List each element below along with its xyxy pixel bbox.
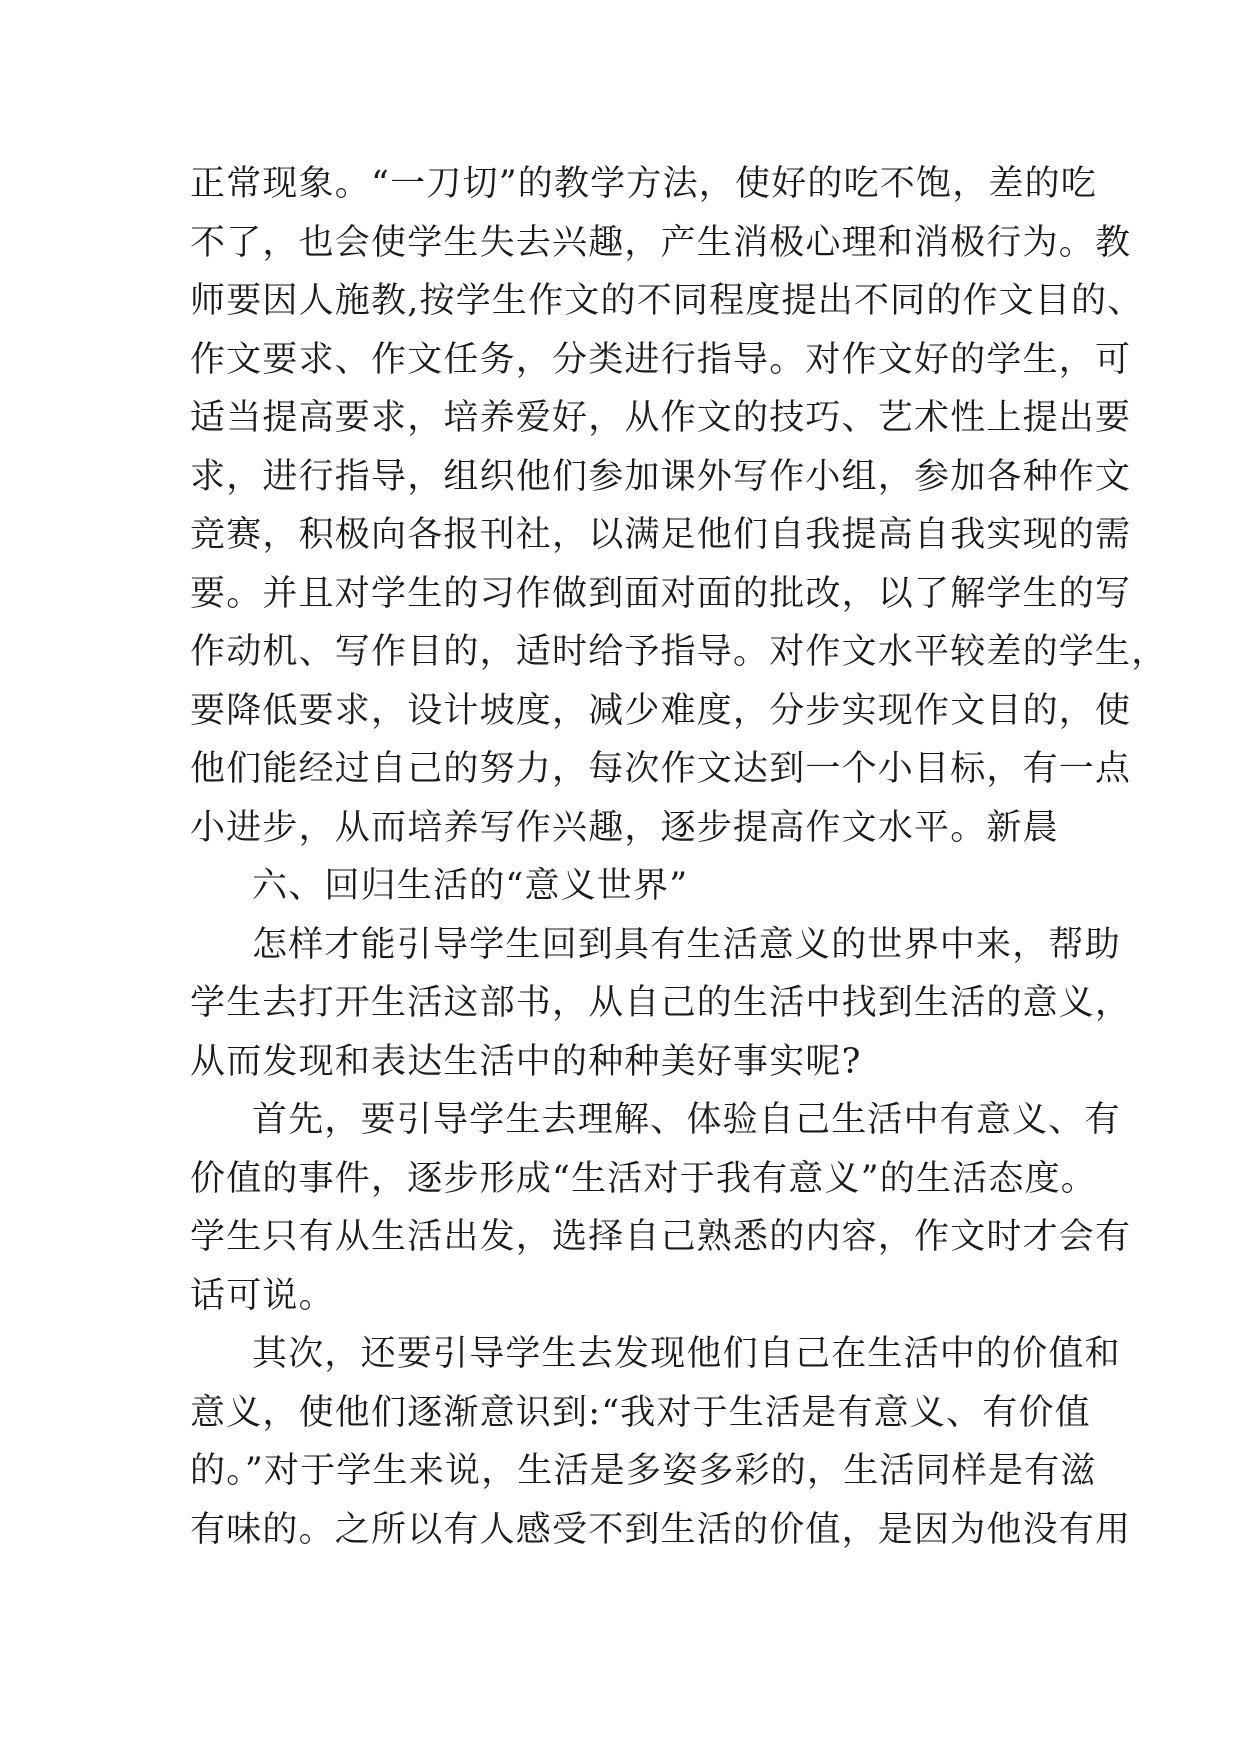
text-line: 要降低要求，设计坡度，减少难度，分步实现作文目的，使 xyxy=(190,690,1132,731)
text-line: 小进步，从而培养写作兴趣，逐步提高作文水平。新晨 xyxy=(190,807,1059,848)
text-line: 适当提高要求，培养爱好，从作文的技巧、艺术性上提出要 xyxy=(190,398,1132,438)
text-line: 有味的。之所以有人感受不到生活的价值，是因为他没有用 xyxy=(190,1509,1132,1550)
text-line: 价值的事件，逐步形成“生活对于我有意义”的生活态度。 xyxy=(190,1158,1097,1199)
text-line: 正常现象。“一刀切”的教学方法，使好的吃不饱，差的吃 xyxy=(190,164,1097,204)
text-line: 其次，还要引导学生去发现他们自己在生活中的价值和 xyxy=(252,1334,1121,1374)
text-line: 学生只有从生活出发，选择自己熟悉的内容，作文时才会有 xyxy=(190,1217,1132,1257)
text-line: 学生去打开生活这部书，从自己的生活中找到生活的意义， xyxy=(190,983,1132,1023)
text-line: 作动机、写作目的，适时给予指导。对作文水平较差的学生， xyxy=(190,632,1168,672)
text-line: 作文要求、作文任务，分类进行指导。对作文好的学生，可 xyxy=(190,339,1132,380)
text-line: 要。并且对学生的习作做到面对面的批改，以了解学生的写 xyxy=(190,573,1132,614)
text-line: 从而发现和表达生活中的种种美好事实呢? xyxy=(190,1041,862,1082)
text-line: 他们能经过自己的努力，每次作文达到一个小目标，有一点 xyxy=(190,749,1132,789)
body-text xyxy=(190,155,1168,1559)
text-line: 首先，要引导学生去理解、体验自己生活中有意义、有 xyxy=(252,1100,1121,1140)
text-line: 师要因人施教,按学生作文的不同程度提出不同的作文目的、 xyxy=(190,281,1144,321)
text-line: 竞赛，积极向各报刊社，以满足他们自我提高自我实现的需 xyxy=(190,515,1132,555)
section-heading: 六、回归生活的“意义世界” xyxy=(252,866,689,906)
text-line: 的。”对于学生来说，生活是多姿多彩的，生活同样是有滋 xyxy=(190,1451,1097,1491)
text-line: 意义，使他们逐渐意识到:“我对于生活是有意义、有价值 xyxy=(190,1392,1091,1433)
text-line: 不了，也会使学生失去兴趣，产生消极心理和消极行为。教 xyxy=(190,222,1132,263)
text-line: 怎样才能引导学生回到具有生活意义的世界中来，帮助 xyxy=(252,924,1121,965)
text-line: 求，进行指导，组织他们参加课外写作小组，参加各种作文 xyxy=(190,456,1132,497)
text-line: 话可说。 xyxy=(190,1275,335,1316)
